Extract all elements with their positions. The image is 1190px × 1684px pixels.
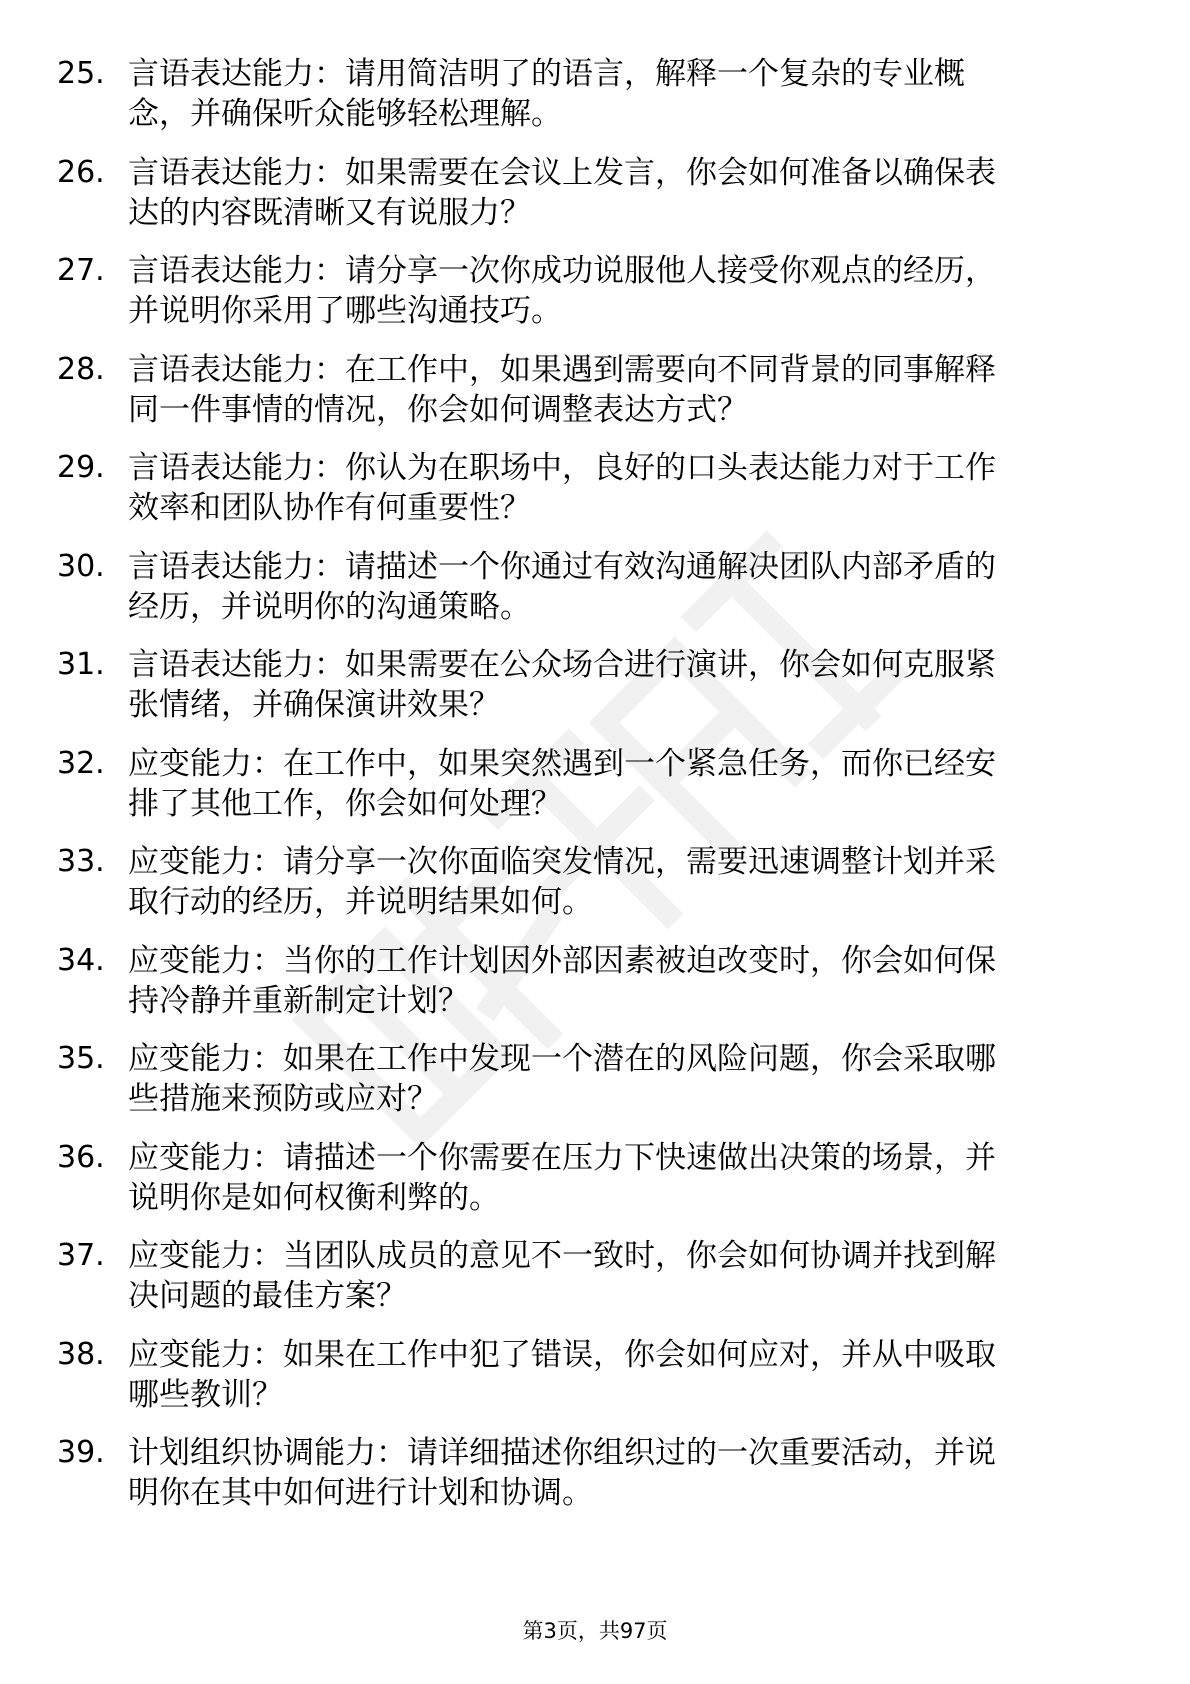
- question-line: 应变能力：当你的工作计划因外部因素被迫改变时，你会如何保: [128, 942, 996, 979]
- question-text: [128, 1039, 1118, 1119]
- question-number: 31.: [57, 647, 105, 682]
- question-line: 张情绪，并确保演讲效果？: [128, 687, 500, 723]
- question-line: 应变能力：请描述一个你需要在压力下快速做出决策的场景，并: [128, 1139, 996, 1176]
- question-text: [128, 645, 1118, 725]
- list-item: [0, 744, 1190, 843]
- list-item: [0, 448, 1190, 547]
- list-item: [0, 941, 1190, 1040]
- question-text: [128, 251, 1118, 331]
- question-number: 39.: [57, 1435, 105, 1470]
- list-item: [0, 1433, 1190, 1532]
- question-line: 取行动的经历，并说明结果如何。: [128, 884, 593, 920]
- question-line: 同一件事情的情况，你会如何调整表达方式？: [128, 391, 748, 428]
- question-line: 说明你是如何权衡利弊的。: [128, 1179, 500, 1216]
- question-line: 言语表达能力：请描述一个你通过有效沟通解决团队内部矛盾的: [128, 548, 996, 585]
- list-item: [0, 1335, 1190, 1434]
- question-line: 持冷静并重新制定计划？: [128, 982, 469, 1019]
- question-number: 37.: [57, 1238, 105, 1273]
- question-text: [128, 153, 1118, 233]
- question-number: 38.: [57, 1336, 105, 1372]
- question-line: 经历，并说明你的沟通策略。: [128, 588, 531, 625]
- question-text: [128, 350, 1118, 430]
- list-item: [0, 54, 1190, 153]
- question-number: 36.: [57, 1139, 105, 1175]
- question-line: 决问题的最佳方案？: [128, 1278, 407, 1314]
- question-number: 35.: [57, 1041, 105, 1076]
- question-text: [128, 1236, 1118, 1316]
- question-text: [128, 744, 1118, 824]
- question-number: 34.: [57, 942, 105, 978]
- list-item: [0, 350, 1190, 449]
- question-line: 言语表达能力：如果需要在公众场合进行演讲，你会如何克服紧: [128, 647, 996, 683]
- question-number: 32.: [57, 745, 105, 781]
- list-item: [0, 153, 1190, 252]
- question-line: 言语表达能力：请分享一次你成功说服他人接受你观点的经历，: [128, 253, 996, 289]
- question-line: 哪些教训？: [128, 1376, 283, 1413]
- question-number: 33.: [57, 844, 105, 879]
- page-indicator: 第3页，共97页: [522, 1619, 668, 1643]
- question-line: 应变能力：当团队成员的意见不一致时，你会如何协调并找到解: [128, 1238, 996, 1274]
- question-number: 25.: [57, 56, 105, 91]
- question-line: 效率和团队协作有何重要性？: [128, 490, 531, 526]
- question-line: 言语表达能力：在工作中，如果遇到需要向不同背景的同事解释: [128, 351, 996, 388]
- question-line: 计划组织协调能力：请详细描述你组织过的一次重要活动，并说: [128, 1435, 996, 1471]
- page-footer: [0, 1617, 1190, 1645]
- list-item: [0, 645, 1190, 744]
- question-line: 念，并确保听众能够轻松理解。: [128, 96, 562, 132]
- list-item: [0, 1138, 1190, 1237]
- list-item: [0, 1039, 1190, 1138]
- question-text: [128, 448, 1118, 528]
- question-line: 达的内容既清晰又有说服力？: [128, 194, 531, 231]
- question-line: 并说明你采用了哪些沟通技巧。: [128, 293, 562, 329]
- question-line: 言语表达能力：你认为在职场中，良好的口头表达能力对于工作: [128, 450, 996, 486]
- question-line: 排了其他工作，你会如何处理？: [128, 785, 562, 822]
- question-line: 应变能力：如果在工作中犯了错误，你会如何应对，并从中吸取: [128, 1336, 996, 1373]
- list-item: [0, 251, 1190, 350]
- question-text: [128, 842, 1118, 922]
- question-text: [128, 547, 1118, 627]
- question-line: 言语表达能力：如果需要在会议上发言，你会如何准备以确保表: [128, 154, 996, 191]
- question-number: 28.: [57, 351, 105, 387]
- question-text: [128, 54, 1118, 134]
- question-text: [128, 1433, 1118, 1513]
- list-item: [0, 547, 1190, 646]
- question-text: [128, 941, 1118, 1021]
- question-text: [128, 1138, 1118, 1218]
- question-line: 明你在其中如何进行计划和协调。: [128, 1475, 593, 1511]
- question-line: 些措施来预防或应对？: [128, 1081, 438, 1117]
- question-list: [0, 54, 1190, 1532]
- question-line: 应变能力：如果在工作中发现一个潜在的风险问题，你会采取哪: [128, 1041, 996, 1077]
- question-number: 26.: [57, 154, 105, 190]
- question-number: 27.: [57, 253, 105, 288]
- question-number: 29.: [57, 450, 105, 485]
- question-number: 30.: [57, 548, 105, 584]
- question-line: 应变能力：在工作中，如果突然遇到一个紧急任务，而你已经安: [128, 745, 996, 782]
- question-text: [128, 1335, 1118, 1415]
- list-item: [0, 1236, 1190, 1335]
- question-line: 应变能力：请分享一次你面临突发情况，需要迅速调整计划并采: [128, 844, 996, 880]
- list-item: [0, 842, 1190, 941]
- question-line: 言语表达能力：请用简洁明了的语言，解释一个复杂的专业概: [128, 56, 965, 92]
